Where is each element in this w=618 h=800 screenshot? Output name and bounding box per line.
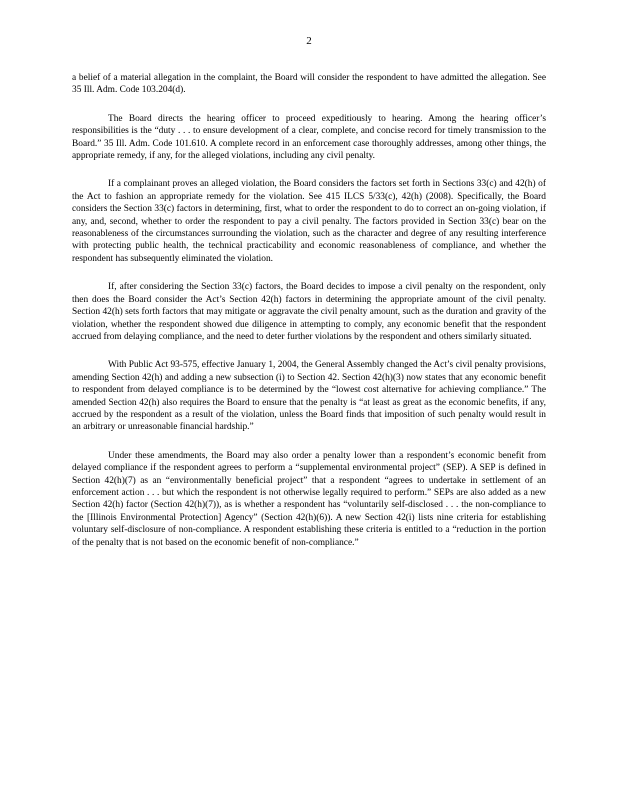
paragraph-continuation: a belief of a material allegation in the complaint, the Board will consider the respondent to have admitted the allegation. See 35 Ill. Adm. Code 103.204(d). (72, 73, 546, 96)
paragraph-section-33c: If a complainant proves an alleged violation, the Board considers the factors set forth in Sections 33(c) and 42(h) of the Act to fashion an appropriate remedy for the violation. See 415 ILCS 5/33(c), 42(h) (2008). Specifically, the Board considers the Section 33(c) factors in determining, first, what to order the respondent to do to correct an on-going violation, if any, and, second, whether to order the respondent to pay a civil penalty. The factors provided in Section 33(c) bear on the reasonableness of the circumstances surrounding the violation, such as the character and degree of any resulting interference with protecting public health, the technical practicability and economic reasonableness of compliance, and whether the respondent has subsequently eliminated the violation. (72, 179, 546, 264)
paragraph-hearing-officer: The Board directs the hearing officer to proceed expeditiously to hearing. Among the hearing officer’s responsibilities is the “duty . . . to ensure development of a clear, complete, and concise record for timely transmission to the Board.” 35 Ill. Adm. Code 101.610. A complete record in an enforcement case thoroughly addresses, among other things, the appropriate remedy, if any, for the alleged violations, including any civil penalty. (72, 113, 546, 162)
document-body (72, 72, 546, 565)
paragraph-public-act: With Public Act 93-575, effective January 1, 2004, the General Assembly changed the Act’s civil penalty provisions, amending Section 42(h) and adding a new subsection (i) to Section 42. Section 42(h)(3) now states that any economic benefit to respondent from delayed compliance is to be determined by the “lowest cost alternative for achieving compliance.” The amended Section 42(h) also requires the Board to ensure that the penalty is “at least as great as the economic benefits, if any, accrued by the respondent as a result of the violation, unless the Board finds that imposition of such penalty would result in an arbitrary or unreasonable financial hardship.” (72, 360, 546, 433)
paragraph-section-42h: If, after considering the Section 33(c) factors, the Board decides to impose a civil penalty on the respondent, only then does the Board consider the Act’s Section 42(h) factors in determining the appropriate amount of the civil penalty. Section 42(h) sets forth factors that may mitigate or aggravate the civil penalty amount, such as the duration and gravity of the violation, whether the respondent showed due diligence in attempting to comply, any economic benefit that the respondent accrued from delaying compliance, and the need to deter further violations by the respondent and others similarly situated. (72, 282, 546, 342)
page-number: 2 (306, 35, 312, 47)
paragraph-sep-amendments: Under these amendments, the Board may also order a penalty lower than a respondent’s economic benefit from delayed compliance if the respondent agrees to perform a “supplemental environmental project” (SEP). A SEP is defined in Section 42(h)(7) as an “environmentally beneficial project” that a respondent “agrees to undertake in settlement of an enforcement action . . . but which the respondent is not otherwise legally required to perform.” SEPs are also added as a new Section 42(h) factor (Section 42(h)(7)), as is whether a respondent has “voluntarily self-disclosed . . . the non-compliance to the [Illinois Environmental Protection] Agency” (Section 42(h)(6)). A new Section 42(i) lists nine criteria for establishing voluntary self-disclosure of non-compliance. A respondent establishing these criteria is entitled to a “reduction in the portion of the penalty that is not based on the economic benefit of non-compliance.” (72, 450, 546, 548)
